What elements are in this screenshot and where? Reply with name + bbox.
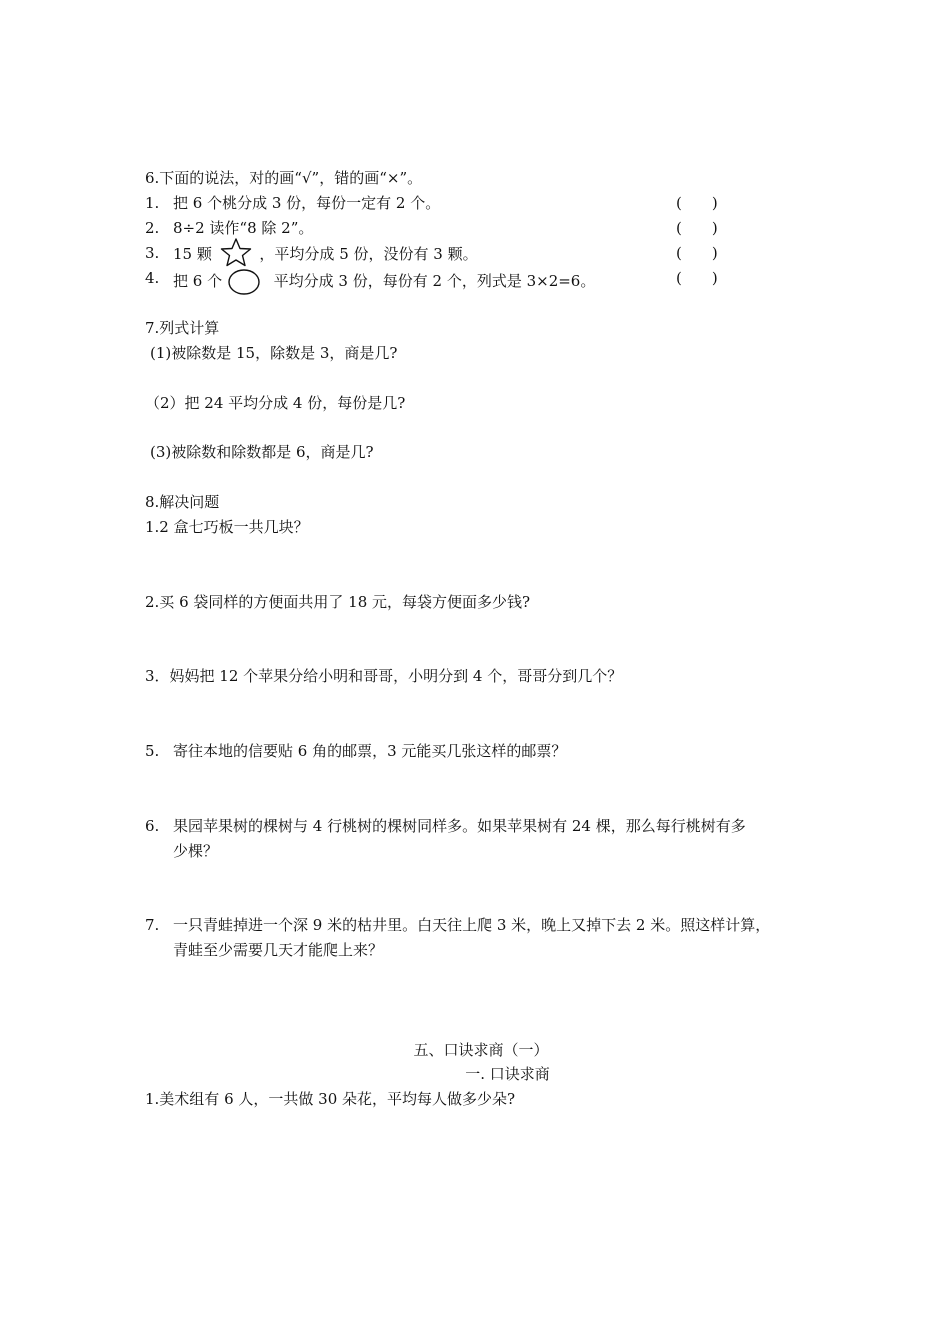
q6-item-3-answer-blank[interactable]: ( ) [676,244,718,262]
section-5-item-1: 1.美术组有 6 人，一共做 30 朵花，平均每人做多少朵? [145,1090,516,1108]
q8-item-5-text: 寄往本地的信要贴 6 角的邮票，3 元能买几张这样的邮票？ [173,742,567,760]
star-icon [219,237,253,267]
q6-item-2-text: 8÷2 读作“8 除 2”。 [173,219,314,237]
q6-item-2-answer-blank[interactable]: ( ) [676,219,718,237]
section-5-subtitle: 一. 口诀求商 [465,1065,550,1083]
q6-item-1-number: 1. [145,194,160,212]
q6-item-4-text [173,268,595,296]
q7-item-3: (3)被除数和除数都是 6，商是几? [150,443,374,461]
q8-title: 8.解决问题 [145,493,220,511]
q8-item-7-text-line-2: 青蛙至少需要几天才能爬上来？ [173,941,384,959]
q6-item-4-answer-blank[interactable]: ( ) [676,269,718,287]
q6-item-3-number: 3. [145,244,160,262]
q8-item-7-text-line-1: 一只青蛙掉进一个深 9 米的枯井里。白天往上爬 3 米，晚上又掉下去 2 米。照这样计算， [173,916,771,934]
q7-item-1: (1)被除数是 15，除数是 3，商是几? [150,344,398,362]
q7-title: 7.列式计算 [145,319,220,337]
q6-item-4-number: 4. [145,269,160,287]
q6-item-2-number: 2. [145,219,160,237]
q8-item-6-number: 6. [145,817,160,835]
q6-item-1-text: 把 6 个桃分成 3 份，每份一定有 2 个。 [173,194,441,212]
q6-title: 6.下面的说法，对的画“√”，错的画“×”。 [145,169,423,187]
q7-item-2: （2）把 24 平均分成 4 份，每份是几? [145,394,406,412]
q6-item-4-text-b: 平均分成 3 份，每份有 2 个，列式是 3×2=6。 [273,272,596,290]
q8-item-5-number: 5. [145,742,160,760]
q6-item-3-text-b: ，平均分成 5 份，没份有 3 颗。 [259,245,478,263]
q6-item-3-text-a: 15 颗 [173,245,212,263]
q8-item-6-text-line-2: 少棵？ [173,842,219,860]
q8-item-3: 3．妈妈把 12 个苹果分给小明和哥哥，小明分到 4 个，哥哥分到几个？ [145,667,623,685]
section-5-title: 五、口诀求商（一） [413,1041,549,1059]
q6-item-1-answer-blank[interactable]: ( ) [676,194,718,212]
q8-item-6-text-line-1: 果园苹果树的棵树与 4 行桃树的棵树同样多。如果苹果树有 24 棵，那么每行桃树有多 [173,817,746,835]
q8-item-1: 1.2 盒七巧板一共几块？ [145,518,309,536]
q8-item-2: 2.买 6 袋同样的方便面共用了 18 元，每袋方便面多少钱? [145,593,531,611]
q6-item-4-text-a: 把 6 个 [173,272,223,290]
q8-item-7-number: 7. [145,916,160,934]
q6-item-3-text [173,243,478,267]
circle-icon [227,266,263,296]
